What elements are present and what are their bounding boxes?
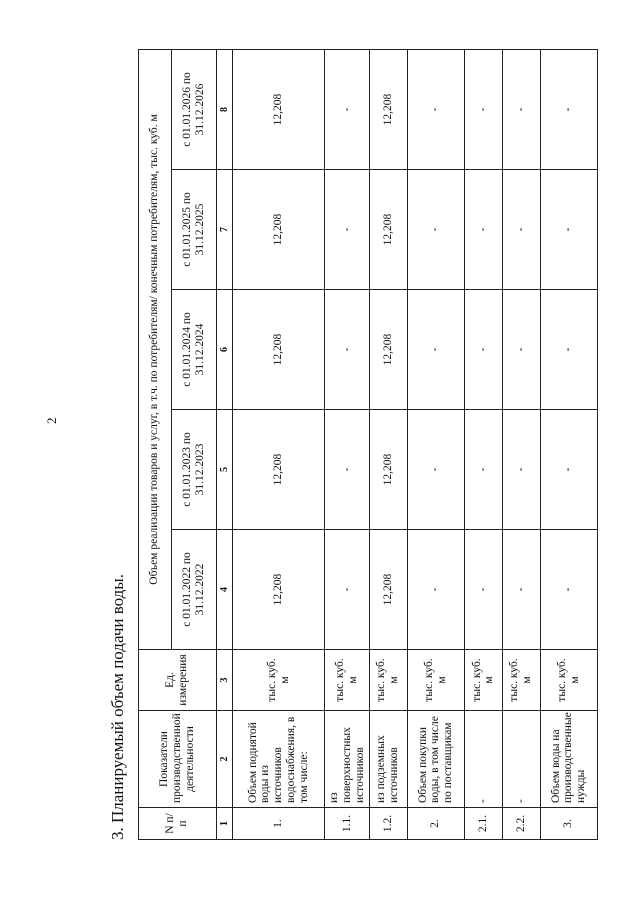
row-value: - <box>407 170 464 290</box>
column-number: 8 <box>216 49 233 169</box>
row-value: - <box>464 290 502 410</box>
column-number-row <box>216 49 233 839</box>
row-value: - <box>502 290 540 410</box>
table-row <box>369 49 407 839</box>
header-period: с 01.01.2023 по 31.12.2023 <box>171 410 216 530</box>
column-number: 2 <box>216 711 233 808</box>
row-value: 12,208 <box>369 530 407 650</box>
row-name: из поверхностных источников <box>325 711 370 808</box>
table-row <box>464 49 502 839</box>
table-row <box>325 49 370 839</box>
row-value: - <box>540 49 597 169</box>
row-num: 2. <box>407 808 464 840</box>
column-number: 1 <box>216 808 233 840</box>
row-value: 12,208 <box>233 170 325 290</box>
row-value: - <box>325 530 370 650</box>
row-value: - <box>464 170 502 290</box>
row-value: - <box>325 49 370 169</box>
page-number: 2 <box>44 417 59 424</box>
row-name: - <box>502 711 540 808</box>
row-value: - <box>407 49 464 169</box>
table-row <box>540 49 597 839</box>
header-indicator: Показатели производственной деятельности <box>139 711 217 808</box>
table-row <box>407 49 464 839</box>
row-unit: тыс. куб. м <box>369 650 407 711</box>
row-value: - <box>502 49 540 169</box>
header-row-1 <box>139 49 172 839</box>
row-value: - <box>540 290 597 410</box>
header-unit: Ед. измерения <box>139 650 217 711</box>
row-value: - <box>407 290 464 410</box>
row-unit: тыс. куб. м <box>502 650 540 711</box>
row-value: - <box>502 410 540 530</box>
section-heading: 3. Планируемый объем подачи воды. <box>108 574 127 840</box>
row-value: - <box>464 530 502 650</box>
row-value: 12,208 <box>369 410 407 530</box>
row-name: - <box>464 711 502 808</box>
row-value: - <box>502 170 540 290</box>
row-unit: тыс. куб. м <box>233 650 325 711</box>
row-value: - <box>325 410 370 530</box>
column-number: 7 <box>216 170 233 290</box>
row-name: Объем воды на производственные нужды <box>540 711 597 808</box>
row-value: - <box>502 530 540 650</box>
header-period: с 01.01.2025 по 31.12.2025 <box>171 170 216 290</box>
column-number: 3 <box>216 650 233 711</box>
row-value: - <box>540 170 597 290</box>
column-number: 6 <box>216 290 233 410</box>
row-unit: тыс. куб. м <box>325 650 370 711</box>
row-num: 3. <box>540 808 597 840</box>
rotated-content <box>103 50 598 840</box>
row-value: - <box>540 530 597 650</box>
column-number: 4 <box>216 530 233 650</box>
row-value: 12,208 <box>233 290 325 410</box>
row-value: - <box>464 49 502 169</box>
row-value: - <box>407 410 464 530</box>
row-unit: тыс. куб. м <box>540 650 597 711</box>
row-value: 12,208 <box>369 49 407 169</box>
row-num: 1. <box>233 808 325 840</box>
row-unit: тыс. куб. м <box>407 650 464 711</box>
row-value: 12,208 <box>233 530 325 650</box>
row-value: 12,208 <box>369 290 407 410</box>
row-value: 12,208 <box>233 410 325 530</box>
row-value: 12,208 <box>233 49 325 169</box>
water-supply-table <box>138 49 598 840</box>
row-name: Объем покупки воды, в том числе по поставщикам <box>407 711 464 808</box>
row-num: 2.2. <box>502 808 540 840</box>
row-num: 1.1. <box>325 808 370 840</box>
row-value: - <box>464 410 502 530</box>
row-value: 12,208 <box>369 170 407 290</box>
header-volume-group: Объем реализации товаров и услуг, в т.ч. по потребителям/ конечным потребителям, тыс. куб. м <box>139 49 172 649</box>
row-name: из подземных источников <box>369 711 407 808</box>
row-value: - <box>325 290 370 410</box>
header-period: с 01.01.2022 по 31.12.2022 <box>171 530 216 650</box>
row-num: 2.1. <box>464 808 502 840</box>
table-row <box>502 49 540 839</box>
row-value: - <box>540 410 597 530</box>
header-period: с 01.01.2024 по 31.12.2024 <box>171 290 216 410</box>
row-name: Объем поднятой воды из источников водоснабжения, в том числе: <box>233 711 325 808</box>
row-value: - <box>407 530 464 650</box>
column-number: 5 <box>216 410 233 530</box>
header-period: с 01.01.2026 по 31.12.2026 <box>171 49 216 169</box>
table-row <box>233 49 325 839</box>
row-value: - <box>325 170 370 290</box>
row-num: 1.2. <box>369 808 407 840</box>
header-num: N п/п <box>139 808 217 840</box>
row-unit: тыс. куб. м <box>464 650 502 711</box>
